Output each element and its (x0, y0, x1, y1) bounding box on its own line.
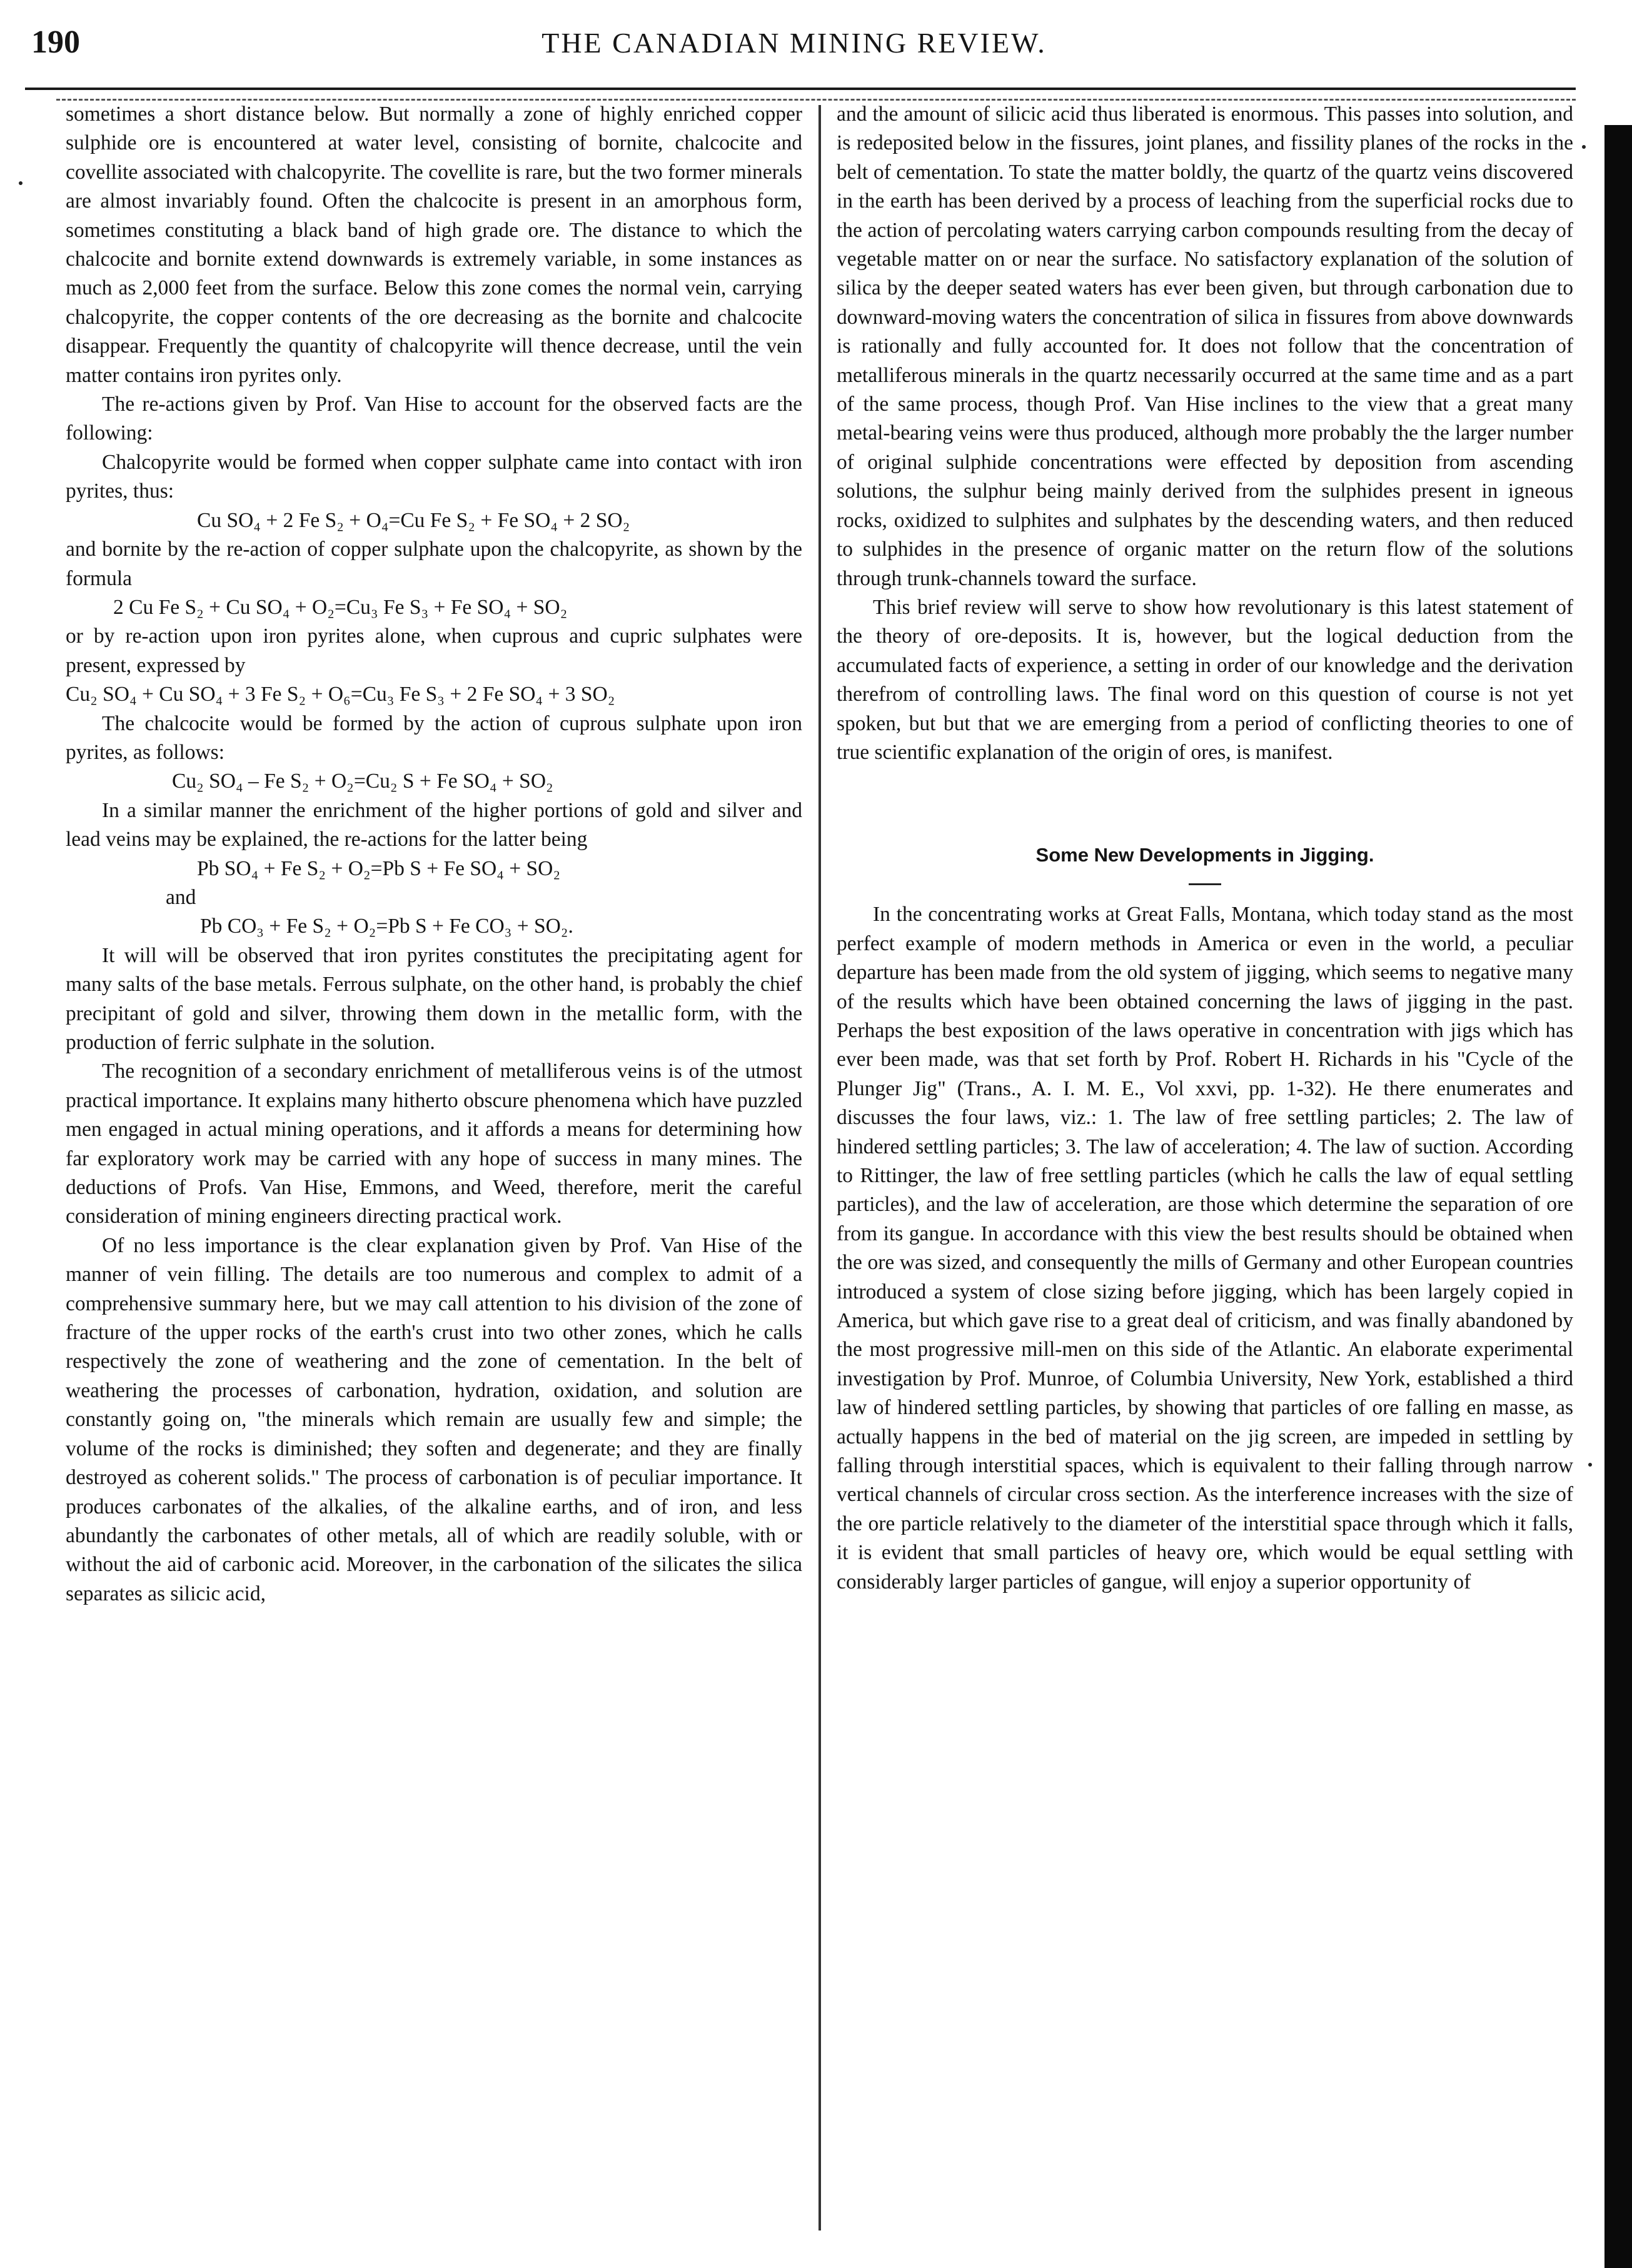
chemical-formula: Pb SO₄ + Fe S₂ + O₂=Pb S + Fe SO₄ + SO₂ (197, 856, 561, 880)
paragraph: In the concentrating works at Great Falls, Montana, which today stand as the most perfect example of modern methods in America or even in the world, a peculiar departure has been made from the old system of jigging, which seems to negative many of the results which have been obtained concerning the laws of jigging in the past. Perhaps the best exposition of the laws operative in concentration with jigs which has ever been made, was that set forth by Prof. Robert H. Richards in his "Cycle of the Plunger Jig" (Trans., A. I. M. E., Vol xxvi, pp. 1-32). He there enumerates and discusses the four laws, viz.: 1. The law of free settling particles; 2. The law of hindered settling particles; 3. The law of acceleration; 4. The law of suction. According to Rittinger, the law of free settling particles (which he calls the law of equal settling particles), and the law of acceleration, are those which determine the separation of ore from its gangue. In accordance with this view the best results should be obtained when the ore was sized, and consequently the mills of Germany and other European countries introduced a system of close sizing before jigging, which has been largely copied in America, but which gave rise to a great deal of criticism, and was finally abandoned by the most progressive mill-men on this side of the Atlantic. An elaborate experimental investigation by Prof. Munroe, of Columbia University, New York, established a third law of hindered settling particles, by showing that particles of ore falling en masse, as actually happens in the bed of material on the jig screen, are impeded in settling by falling through interstitial spaces, which is equivalent to their falling through narrow vertical channels of circular cross section. As the interference increases with the size of the ore particle relatively to the diameter of the interstitial space through which it falls, it is evident that small particles of heavy ore, which would be equal settling with considerably larger particles of gangue, will enjoy a superior opportunity of (837, 903, 1573, 1593)
scan-speck (19, 181, 23, 185)
chemical-formula: Cu SO₄ + 2 Fe S₂ + O₄=Cu Fe S₂ + Fe SO₄ + 2 SO₂ (197, 508, 630, 532)
chemical-formula: Cu₂ SO₄ + Cu SO₄ + 3 Fe S₂ + O₆=Cu₃ Fe S₃ + 2 Fe SO₄ + 3 SO₂ (66, 683, 615, 706)
paragraph: Of no less importance is the clear explanation given by Prof. Van Hise of the manner of vein filling. The details are too numerous and complex to admit of a comprehensive summary here, but we may call attention to his division of the zone of fracture of the upper rocks of the earth's crust into two other zones, which he calls respectively the zone of weathering and the zone of cementation. In the belt of weathering the processes of carbonation, hydration, oxidation, and solution are constantly going on, "the minerals which remain are usually few and simple; the volume of the rocks is diminished; they soften and degenerate; and they are finally destroyed as coherent solids." The process of carbonation is of peculiar importance. It produces carbonates of the alkalies, of the alkaline earths, and of iron, and less abundantly the carbonates of other metals, all of which are readily soluble, with or without the aid of carbonic acid. Moreover, in the carbonation of the silicates the silica separates as silicic acid, (66, 1233, 802, 1605)
paragraph: The recognition of a secondary enrichment of metalliferous veins is of the utmost practical importance. It explains many hitherto obscure phenomena which have puzzled men engaged in actual mining operations, and it affords a means for determining how far exploratory work may be carried with any hope of success in many mines. The deductions of Profs. Van Hise, Emmons, and Weed, therefore, merit the careful consideration of mining engineers directing practical work. (66, 1060, 802, 1228)
paragraph: It will will be observed that iron pyrites constitutes the precipitating agent for many salts of the base metals. Ferrous sulphate, on the other hand, is probably the chief precipitant of gold and silver, throwing them down in the metallic form, with the production of ferric sulphate in the solution. (66, 943, 802, 1054)
right-column (837, 100, 1573, 1597)
scan-edge-bar (1604, 125, 1632, 2268)
page-number: 190 (31, 24, 80, 60)
column-divider (819, 105, 821, 2230)
paragraph: The chalcocite would be formed by the action of cuprous sulphate upon iron pyrites, as follows: (66, 711, 802, 764)
paragraph: and bornite by the re-action of copper sulphate upon the chalcopyrite, as shown by the formula (66, 538, 802, 590)
paragraph: and the amount of silicic acid thus liberated is enormous. This passes into solution, and is redeposited below in the fissures, joint planes, and fissility planes of the rocks in the belt of cementation. To state the matter boldly, the quartz of the quartz veins discovered in the earth has been derived by a process of leaching from the superficial rocks due to the action of percolating waters carrying carbon compounds resulting from the decay of vegetable matter on or near the surface. No satisfactory explanation of the solution of silica by the deeper seated waters has ever been given, but through carbonation due to downward-moving waters the concentration of silica in fissures from above downwards is rationally and fully accounted for. It does not follow that the concentration of metalliferous minerals in the quartz necessarily occurred at the same time and as a part of the same process, though Prof. Van Hise inclines to the view that a great many metal-bearing veins were thus produced, although more probably the the larger number of original sulphide concentrations were effected by deposition from ascending solutions, the sulphur being mainly derived from the sulphides present in igneous rocks, oxidized to sulphites and sulphates by the descending waters, and then reduced to sulphides in the presence of organic matter on the return flow of the solutions through trunk-channels toward the surface. (837, 103, 1573, 590)
paragraph: sometimes a short distance below. But normally a zone of highly enriched copper sulphide ore is encountered at water level, consisting of bornite, chalcocite and covellite associated with chalcopyrite. The covellite is rare, but the two former minerals are almost invariably found. Often the chalcocite is present in an amorphous form, sometimes constituting a black band of high grade ore. The distance to which the chalcocite and bornite extend downwards is extremely variable, in some instances as much as 2,000 feet from the surface. Below this zone comes the normal vein, carrying chalcopyrite, the copper contents of the ore decreasing as the bornite and chalcocite disappear. Frequently the quantity of chalcopyrite will thence decrease, until the vein matter contains iron pyrites only. (66, 103, 802, 387)
heading-rule (1189, 883, 1221, 885)
section-heading: Some New Developments in Jigging. (1035, 844, 1374, 866)
formula-connector: and (166, 885, 196, 909)
chemical-formula: Cu₂ SO₄ – Fe S₂ + O₂=Cu₂ S + Fe SO₄ + SO₂ (172, 770, 553, 793)
paragraph: In a similar manner the enrichment of the higher portions of gold and silver and lead veins may be explained, the re-actions for the latter being (66, 798, 802, 851)
scan-speck (1588, 1463, 1592, 1467)
paragraph: This brief review will serve to show how revolutionary is this latest statement of the theory of ore-deposits. It is, however, but the logical deduction from the accumulated facts of experience, a setting in order of our knowledge and the derivation therefrom of controlling laws. The final word on this question of course is not yet spoken, but but that we are emerging from a period of conflicting theories to one of true scientific explanation of the origin of ores, is manifest. (837, 595, 1573, 764)
chemical-formula: Pb CO₃ + Fe S₂ + O₂=Pb S + Fe CO₃ + SO₂. (200, 915, 573, 938)
paragraph: Chalcopyrite would be formed when copper sulphate came into contact with iron pyrites, thus: (66, 450, 802, 503)
paragraph: or by re-action upon iron pyrites alone, when cuprous and cupric sulphates were present, expressed by (66, 625, 802, 677)
paragraph: The re-actions given by Prof. Van Hise to account for the observed facts are the following: (66, 393, 802, 445)
journal-title: THE CANADIAN MINING REVIEW. (541, 27, 1047, 59)
header-rule (25, 88, 1576, 90)
page-header (0, 24, 1588, 74)
chemical-formula: 2 Cu Fe S₂ + Cu SO₄ + O₂=Cu₃ Fe S₃ + Fe SO₄ + SO₂ (113, 595, 568, 619)
left-column (66, 100, 802, 1608)
scan-speck (1582, 145, 1586, 149)
